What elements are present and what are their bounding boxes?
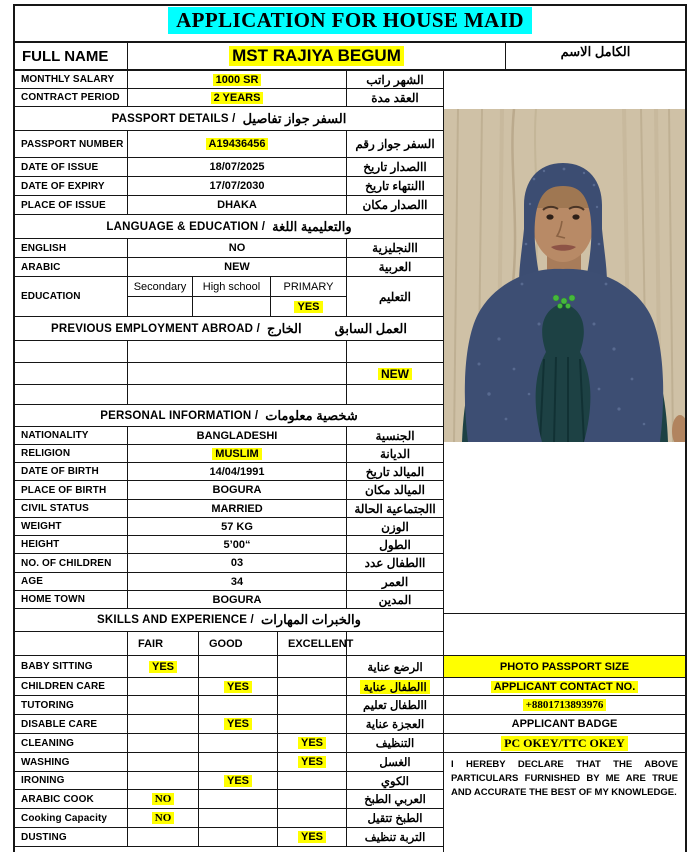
salary-value: 1000 SR xyxy=(213,74,262,86)
children-care-arabic: عناية ‎االطفال xyxy=(360,680,429,694)
skills-header-en: SKILLS AND EXPERIENCE / xyxy=(97,614,254,626)
row-english xyxy=(15,239,443,258)
label-contract-period: CONTRACT PERIOD xyxy=(15,89,128,106)
section-header-employment xyxy=(15,317,443,341)
declaration-text: I HEREBY DECLARE THAT THE ABOVE PARTICULARS FURNISHED BY ME ARE TRUE AND ACCURATE THE BEST OF MY KNOWLEDGE. xyxy=(451,759,678,798)
badge-value-row xyxy=(444,734,685,753)
row-monthly-salary xyxy=(15,71,443,89)
row-education xyxy=(15,277,443,317)
body-columns xyxy=(15,71,685,852)
row-dusting: DUSTING YES تنظيف ‎التربة xyxy=(15,828,443,847)
section-header-personal xyxy=(15,405,443,427)
value-arabic: NEW xyxy=(128,258,347,276)
value-date-of-issue: 18/07/2025 xyxy=(128,158,347,176)
arabic-date-of-issue: تاريخ ‎االصدار xyxy=(363,160,427,174)
education-primary: PRIMARY xyxy=(283,280,334,293)
label-date-of-issue: DATE OF ISSUE xyxy=(15,158,128,176)
education-secondary: Secondary xyxy=(128,277,193,296)
row-cooking-capacity: Cooking Capacity NO تتقيل ‎الطبخ xyxy=(15,809,443,828)
row-religion: RELIGION MUSLIM الديانة xyxy=(15,445,443,463)
contact-label-row xyxy=(444,678,685,696)
column-good: GOOD xyxy=(199,632,278,655)
arabic-contract-period: مدة ‎العقد xyxy=(371,90,419,105)
row-weight: WEIGHT 57 KG الوزن xyxy=(15,518,443,536)
value-date-of-expiry: 17/07/2030 xyxy=(128,177,347,195)
value-contract-period xyxy=(128,89,347,106)
full-name-text: MST RAJIYA BEGUM xyxy=(229,46,404,66)
education-secondary-mark xyxy=(128,297,193,316)
education-level-marks xyxy=(128,297,346,316)
education-level-names xyxy=(128,277,346,297)
label-arabic: ARABIC xyxy=(15,258,128,276)
employment-new-value: NEW xyxy=(378,368,412,380)
education-primary-mark: YES xyxy=(271,297,346,316)
language-header-ar: اللغة ‎والتعليمية xyxy=(272,218,352,234)
row-home-town: HOME TOWN BOGURA المدين xyxy=(15,591,443,609)
title-row xyxy=(15,6,685,43)
label-full-name: FULL NAME xyxy=(15,43,128,69)
row-arabic xyxy=(15,258,443,277)
label-education: EDUCATION xyxy=(15,277,128,316)
label-date-of-expiry: DATE OF EXPIRY xyxy=(15,177,128,195)
row-children: NO. OF CHILDREN 03 عدد ‎االطفال xyxy=(15,554,443,573)
arabic-passport-number: رقم ‎جواز ‎السفر xyxy=(355,137,435,151)
arabic-english: االنجليزية xyxy=(372,241,418,255)
row-children-care: CHILDREN CARE YES عناية ‎االطفال xyxy=(15,678,443,696)
skills-column-headers xyxy=(15,632,443,656)
arabic-date-of-expiry: تاريخ ‎االنتهاء xyxy=(365,179,425,193)
photo-caption-row xyxy=(444,656,685,678)
section-header-skills xyxy=(15,609,443,632)
passport-number-value: A19436456 xyxy=(206,138,269,150)
contract-value: 2 YEARS xyxy=(211,92,264,104)
applicant-photo xyxy=(444,109,685,442)
language-header-en: LANGUAGE & EDUCATION / xyxy=(106,220,266,233)
column-excellent: EXCELLENT xyxy=(278,632,347,655)
row-cleaning: CLEANING YES التنظيف xyxy=(15,734,443,753)
row-arabic-cook: ARABIC COOK NO الطبخ ‎العربي xyxy=(15,790,443,809)
contact-label: APPLICANT CONTACT NO. xyxy=(491,681,639,693)
section-header-language xyxy=(15,215,443,239)
value-monthly-salary xyxy=(128,71,347,88)
clipped-bottom-row xyxy=(15,847,443,852)
employment-row-2 xyxy=(15,363,443,385)
row-tutoring: TUTORING تعليم ‎االطفال xyxy=(15,696,443,715)
main-table xyxy=(15,71,444,852)
label-place-of-issue: PLACE OF ISSUE xyxy=(15,196,128,214)
education-high-school: High school xyxy=(193,277,271,296)
arabic-education: التعليم xyxy=(379,289,411,304)
photo-cell xyxy=(444,71,685,614)
personal-header-en: PERSONAL INFORMATION / xyxy=(100,409,259,422)
employment-new-cell xyxy=(347,363,443,384)
education-high-school-mark xyxy=(193,297,271,316)
value-place-of-issue: DHAKA xyxy=(128,196,347,214)
row-ironing: IRONING YES الكوي xyxy=(15,772,443,790)
row-contract-period xyxy=(15,89,443,107)
passport-header-ar: تفاصيل ‎جواز ‎السفر xyxy=(242,110,347,126)
employment-header-ar-a: الخارج xyxy=(266,320,302,336)
row-date-of-expiry xyxy=(15,177,443,196)
value-english: NO xyxy=(128,239,347,257)
row-place-of-birth: PLACE OF BIRTH BOGURA مكان ‎الميالد xyxy=(15,481,443,500)
row-washing: WASHING YES الغسل xyxy=(15,753,443,772)
page-title: APPLICATION FOR HOUSE MAID xyxy=(168,7,532,34)
row-date-of-issue xyxy=(15,158,443,177)
right-panel xyxy=(444,71,685,852)
employment-header-en: PREVIOUS EMPLOYMENT ABROAD / xyxy=(50,322,260,335)
row-height: HEIGHT 5’00“ الطول xyxy=(15,536,443,554)
employment-header-ar-b: العمل السابق xyxy=(334,320,408,336)
arabic-full-name: الاسم ‎الكامل xyxy=(560,44,631,59)
row-nationality: NATIONALITY BANGLADESHI الجنسية xyxy=(15,427,443,445)
badge-label-row xyxy=(444,715,685,734)
badge-label: APPLICANT BADGE xyxy=(511,718,618,730)
empty-right-row xyxy=(444,614,685,656)
skills-header-ar: المهارات ‎والخبرات xyxy=(260,612,361,627)
row-baby-sitting: BABY SITTING YES عناية ‎الرضع xyxy=(15,656,443,678)
religion-value: MUSLIM xyxy=(212,448,261,460)
row-age: AGE 34 العمر xyxy=(15,573,443,591)
value-passport-number xyxy=(128,131,347,157)
education-levels xyxy=(128,277,347,316)
row-place-of-issue xyxy=(15,196,443,215)
section-header-passport xyxy=(15,107,443,131)
photo-caption: PHOTO PASSPORT SIZE xyxy=(499,660,630,673)
employment-row-1 xyxy=(15,341,443,363)
arabic-arabic: العربية xyxy=(378,260,412,274)
passport-header-en: PASSPORT DETAILS / xyxy=(111,112,236,125)
value-full-name xyxy=(128,43,506,69)
row-full-name xyxy=(15,43,685,71)
form-document xyxy=(13,4,687,852)
row-date-of-birth: DATE OF BIRTH 14/04/1991 تاريخ ‎الميالد xyxy=(15,463,443,481)
arabic-monthly-salary: راتب ‎الشهر xyxy=(366,72,424,87)
badge-value: PC OKEY/TTC OKEY xyxy=(501,736,628,751)
row-passport-number xyxy=(15,131,443,158)
row-disable-care: DISABLE CARE YES عناية ‎العجزة xyxy=(15,715,443,734)
contact-number: +8801713893976 xyxy=(523,699,607,711)
column-fair: FAIR xyxy=(128,632,199,655)
row-civil-status: CIVIL STATUS MARRIED الحالة ‎االجتماعية xyxy=(15,500,443,518)
personal-header-ar: معلومات ‎شخصية xyxy=(265,407,358,423)
label-english: ENGLISH xyxy=(15,239,128,257)
contact-number-row xyxy=(444,696,685,715)
label-passport-number: PASSPORT NUMBER xyxy=(15,131,128,157)
label-monthly-salary: MONTHLY SALARY xyxy=(15,71,128,88)
arabic-place-of-issue: مكان ‎االصدار xyxy=(362,198,428,212)
employment-row-3 xyxy=(15,385,443,405)
